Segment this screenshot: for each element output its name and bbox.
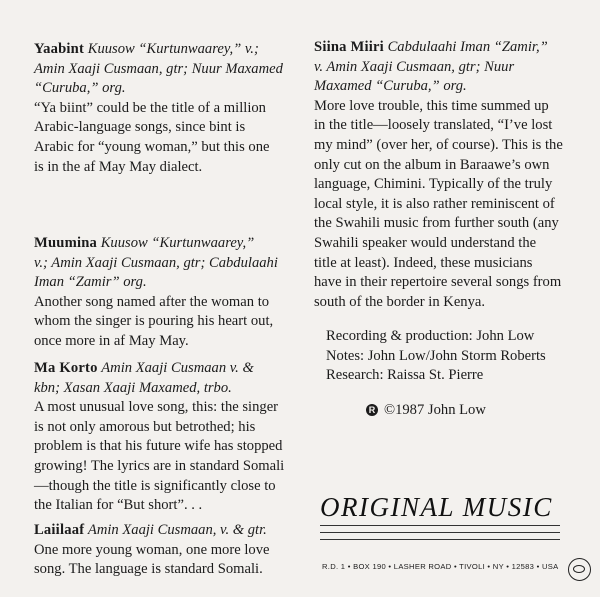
track-title: Siina Miiri [314, 39, 384, 55]
track-entry-laiilaaf [34, 521, 269, 580]
note-line: One more young woman, one more love [34, 541, 270, 558]
track-credits [34, 521, 269, 541]
credit-line: “Curuba,” org. [34, 80, 126, 97]
copyright-text: ©1987 John Low [384, 402, 486, 418]
track-title: Yaabint [34, 41, 85, 57]
track-title: Muumina [34, 235, 98, 251]
note-line: Arabic-language songs, since bint is [34, 119, 246, 136]
track-notes [314, 97, 563, 313]
credit-line: Amin Xaaji Cusmaan, v. & gtr. [87, 522, 267, 538]
track-credits [34, 234, 278, 293]
note-line: whom the singer is pouring his heart out, [34, 313, 274, 330]
note-line: my mind” (over her, of course). This is the [314, 136, 563, 153]
note-line: have in their repertoire several songs from [314, 274, 562, 291]
track-title: Ma Korto [34, 360, 98, 376]
note-line: south of the border in Kenya. [314, 293, 486, 310]
track-entry-muumina [34, 234, 278, 352]
logo-text: ORIGINAL MUSIC [320, 492, 553, 522]
copyright-line [366, 402, 486, 419]
credit-research: Research: Raissa St. Pierre [326, 367, 484, 384]
track-entry-yaabint [34, 40, 283, 177]
note-line: A most unusual love song, this: the singer [34, 399, 279, 416]
credit-recording: Recording & production: John Low [326, 328, 535, 344]
production-credits [326, 327, 546, 386]
note-line: song. The language is standard Somali. [34, 561, 263, 578]
credit-line: Kuusow “Kurtunwaarey,” v.; [87, 41, 259, 57]
note-line: Swahili speaker would understand the [314, 234, 537, 251]
note-line: the Swahili music from further south (any [314, 215, 559, 232]
note-line: Another song named after the woman to [34, 293, 270, 310]
note-line: once more in af May May. [34, 332, 189, 349]
note-line: growing! The lyrics are in standard Somali [34, 457, 285, 474]
note-line: only cut on the album in Baraawe’s own [314, 156, 550, 173]
note-line: language, Chimini. Typically of the truly [314, 176, 553, 193]
credit-line: kbn; Xasan Xaaji Maxamed, trbo. [34, 379, 232, 396]
note-line: problem is that his future wife has stopped [34, 438, 283, 455]
track-notes [34, 398, 284, 516]
credit-line: Amin Xaaji Cusmaan v. & [101, 360, 254, 376]
track-credits [314, 38, 563, 97]
credit-line: Kuusow “Kurtunwaarey,” [100, 235, 255, 251]
track-notes [34, 541, 269, 580]
credit-line: Amin Xaaji Cusmaan, gtr; Nuur Maxamed [34, 60, 283, 77]
track-credits [34, 40, 283, 99]
credit-line: Cabdulaahi Iman “Zamir,” [387, 39, 548, 55]
credit-line: v.; Amin Xaaji Cusmaan, gtr; Cabdulaahi [34, 254, 278, 271]
note-line: in the title—loosely translated, “I’ve lost [314, 117, 553, 134]
track-entry-siina-miiri [314, 38, 563, 312]
note-line: local style, it is also rather reminiscent of [314, 195, 555, 212]
note-line: title at least). Indeed, these musicians [314, 254, 533, 271]
track-notes [34, 99, 283, 177]
track-notes [34, 293, 278, 352]
label-seal-icon [568, 558, 591, 581]
note-line: is not only amorous but betrothed; his [34, 418, 256, 435]
credit-line: v. Amin Xaaji Cusmaan, gtr; Nuur [314, 58, 515, 75]
track-entry-ma-korto [34, 359, 284, 516]
registered-icon: R [366, 404, 378, 416]
label-logo [320, 492, 560, 546]
track-credits [34, 359, 284, 398]
note-line: More love trouble, this time summed up [314, 97, 549, 114]
credit-line: Maxamed “Curuba,” org. [314, 78, 467, 95]
credit-notes: Notes: John Low/John Storm Roberts [326, 347, 546, 364]
label-address: R.D. 1 • BOX 190 • LASHER ROAD • TIVOLI • NY • 12583 • USA [322, 562, 559, 571]
note-line: —though the title is significantly close to [34, 477, 276, 494]
credit-line: Iman “Zamir” org. [34, 274, 147, 291]
track-title: Laiilaaf [34, 522, 85, 538]
logo-rule-lines [320, 525, 560, 540]
note-line: Arabic for “young woman,” but this one [34, 138, 270, 155]
note-line: “Ya biint” could be the title of a million [34, 99, 266, 116]
note-line: the Italian for “But short”. . . [34, 497, 203, 514]
note-line: is in the af May May dialect. [34, 158, 203, 175]
